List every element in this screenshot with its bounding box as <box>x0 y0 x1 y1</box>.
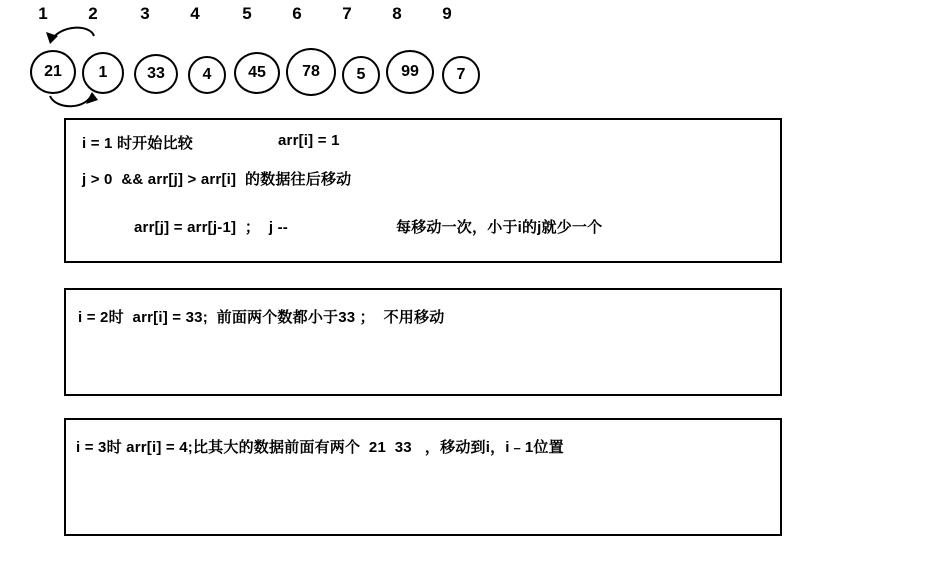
note-1-line-1b: arr[i] = 1 <box>278 132 340 149</box>
array-cell-4-value: 4 <box>202 66 212 83</box>
note-1-line-2: j > 0 && arr[j] > arr[i] 的数据往后移动 <box>82 171 352 188</box>
note-box-step-2 <box>64 288 782 396</box>
note-2-line-1: i = 2时 arr[i] = 33; 前面两个数都小于33 ； 不用移动 <box>78 309 445 326</box>
array-cell-3 <box>134 54 178 94</box>
array-cell-6 <box>286 48 336 96</box>
array-index-5: 5 <box>242 4 252 23</box>
array-index-1: 1 <box>38 4 48 23</box>
note-box-step-3 <box>64 418 782 536</box>
array-index-2: 2 <box>88 4 98 23</box>
note-1-line-3a: arr[j] = arr[j-1] ； j -- <box>134 219 288 236</box>
array-cell-8 <box>386 50 434 94</box>
array-index-9: 9 <box>442 4 452 23</box>
array-index-8: 8 <box>392 4 402 23</box>
note-1-line-1a: i = 1 时开始比较 <box>82 135 193 152</box>
array-index-3: 3 <box>140 4 150 23</box>
array-cell-1 <box>30 50 76 94</box>
array-index-4: 4 <box>190 4 200 23</box>
array-cell-9 <box>442 56 480 94</box>
array-cell-9-value: 7 <box>456 66 466 83</box>
array-index-row <box>26 4 486 30</box>
note-1-line-3b: 每移动一次，小于i的j就少一个 <box>396 219 603 236</box>
array-cell-6-value: 78 <box>302 63 320 80</box>
note-box-step-1 <box>64 118 782 263</box>
array-cell-4 <box>188 56 226 94</box>
array-cell-7-value: 5 <box>356 66 366 83</box>
array-cell-row <box>20 46 500 106</box>
array-cell-1-value: 21 <box>44 63 62 80</box>
array-cell-5-value: 45 <box>248 64 266 81</box>
array-index-7: 7 <box>342 4 352 23</box>
note-3-line-1: i = 3时 arr[i] = 4;比其大的数据前面有两个 21 33 ，移动到i，i﹣1位置 <box>76 439 564 456</box>
array-cell-2 <box>82 52 124 94</box>
array-cell-8-value: 99 <box>401 63 419 80</box>
array-index-6: 6 <box>292 4 302 23</box>
array-cell-5 <box>234 52 280 94</box>
array-cell-2-value: 1 <box>98 64 108 81</box>
array-cell-7 <box>342 56 380 94</box>
array-cell-3-value: 33 <box>147 65 165 82</box>
